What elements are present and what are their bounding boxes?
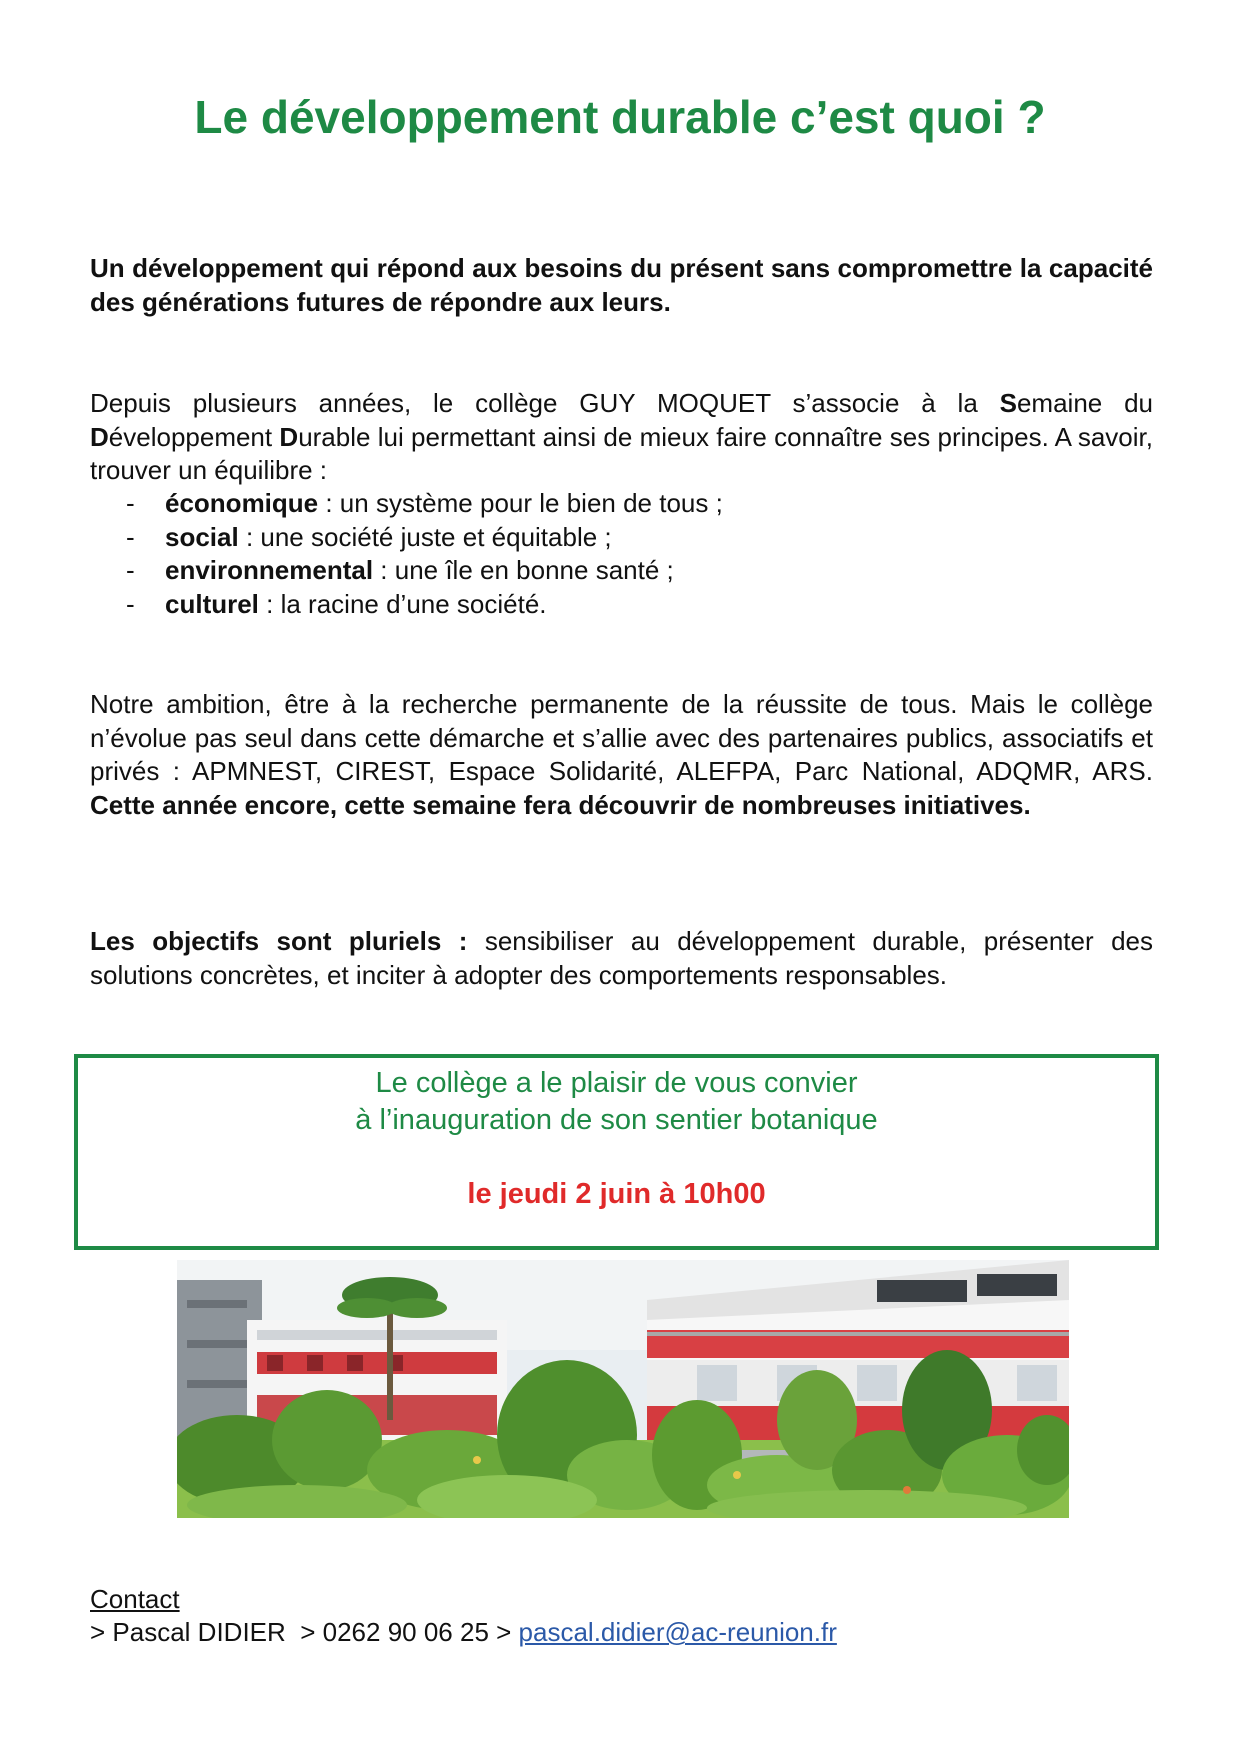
list-item — [90, 487, 1153, 521]
pillar-term: environnemental — [165, 555, 374, 585]
invitation-line-1: Le collège a le plaisir de vous convier — [375, 1067, 858, 1099]
para1-text: Depuis plusieurs années, le collège GUY MOQUET s’associe à la — [90, 388, 1000, 418]
definition-paragraph: Un développement qui répond aux besoins du présent sans compromettre la capacité des générations futures de répondre aux leurs. — [90, 253, 1153, 317]
school-courtyard-photo — [177, 1260, 1069, 1518]
para1-d1-rest: éveloppement — [108, 421, 280, 452]
contact-line — [90, 1616, 837, 1649]
invitation-box — [74, 1054, 1159, 1250]
contact-details: > Pascal DIDIER > 0262 90 06 25 > — [90, 1617, 519, 1647]
pillar-term: économique — [165, 488, 319, 518]
objectives-heading: Les objectifs sont pluriels : — [90, 926, 468, 956]
para1-s-rest: emaine du — [1016, 388, 1153, 418]
pillar-desc: : la racine d’une société. — [258, 588, 547, 619]
list-item — [90, 521, 1153, 555]
intro-paragraph — [90, 387, 1153, 488]
list-dash: - — [126, 488, 135, 518]
para1-s-letter: S — [999, 388, 1017, 418]
partners-text: Notre ambition, être à la recherche permanente de la réussite de tous. Mais le collège n’évolue pas seul dans cette démarche et s’allie avec des partenaires publics, associatifs et privés : APMNEST, CIREST, Espace Solidarité, ALEFPA, Parc National, ADQMR, ARS. — [90, 689, 1153, 786]
list-item — [90, 554, 1153, 588]
list-dash: - — [126, 521, 135, 552]
para1-d1-letter: D — [90, 421, 109, 452]
pillar-desc: : une île en bonne santé ; — [373, 555, 674, 585]
contact-heading: Contact — [90, 1584, 180, 1614]
pillar-desc: : un système pour le bien de tous ; — [318, 488, 723, 518]
courtyard-illustration — [177, 1260, 1069, 1518]
invitation-date: le jeudi 2 juin à 10h00 — [467, 1178, 766, 1210]
invitation-line-2: à l’inauguration de son sentier botanique — [355, 1104, 878, 1136]
list-dash: - — [126, 555, 135, 585]
pillar-term: social — [165, 521, 239, 552]
contact-email-link[interactable]: pascal.didier@ac-reunion.fr — [518, 1617, 837, 1647]
partners-bold: Cette année encore, cette semaine fera découvrir de nombreuses initiatives. — [90, 789, 1031, 820]
objectives-text: sensibiliser au développement durable, présenter des solutions concrètes, et inciter à adopter des comportements responsables. — [90, 926, 1153, 990]
pillars-list — [90, 487, 1153, 621]
list-item — [90, 588, 1153, 622]
para1-d2-letter: D — [279, 421, 299, 452]
page-title: Le développement durable c’est quoi ? — [194, 91, 1046, 143]
pillar-term: culturel — [165, 588, 259, 619]
pillar-desc: : une société juste et équitable ; — [238, 521, 612, 552]
partners-paragraph — [90, 688, 1153, 822]
para1-d2-rest: urable lui permettant ainsi de mieux faire connaître ses principes. A savoir, trouver un équilibre : — [90, 421, 1153, 485]
list-dash: - — [126, 588, 135, 619]
objectives-paragraph — [90, 925, 1153, 992]
